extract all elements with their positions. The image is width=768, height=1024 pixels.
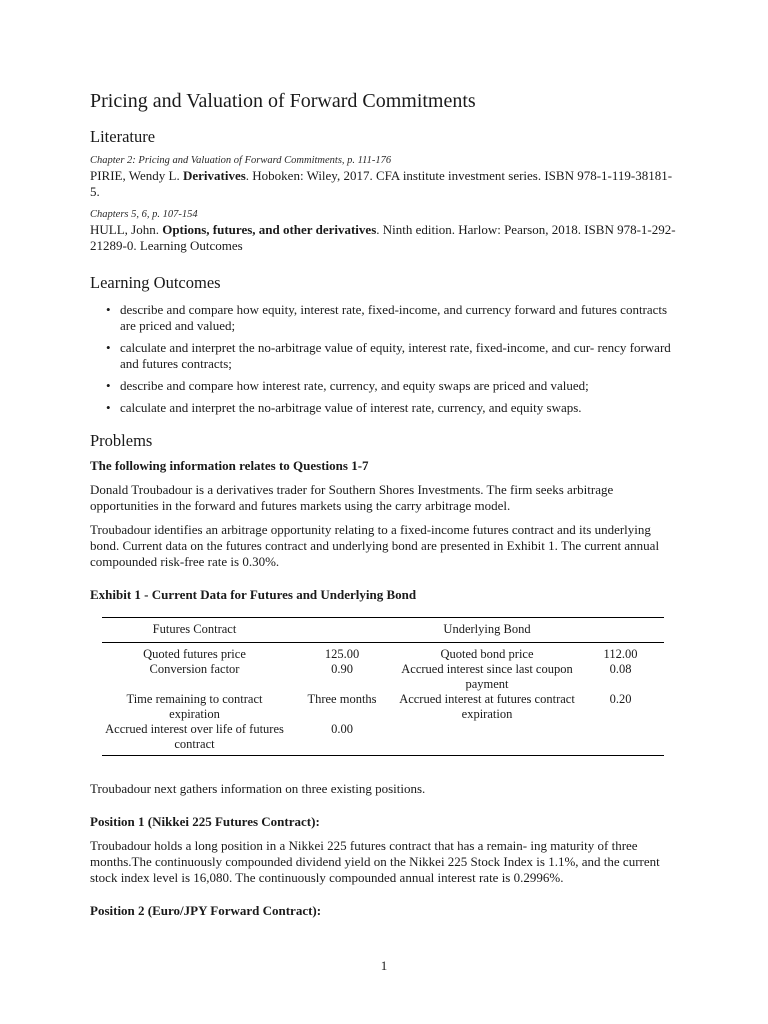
reference-2-details: . Ninth edition. Harlow: Pearson, 2018. ISBN 978-1-292-21289-0. Learning Outcomes <box>90 222 676 253</box>
list-item: • calculate and interpret the no-arbitrage value of interest rate, currency, and equity swaps. <box>120 400 680 416</box>
position-1-heading: Position 1 (Nikkei 225 Futures Contract): <box>90 814 320 829</box>
reference-2 <box>90 208 680 254</box>
futures-value-cell: 125.00 <box>324 647 360 661</box>
document-title: Pricing and Valuation of Forward Commitments <box>90 90 476 112</box>
learning-outcomes-list <box>90 302 680 416</box>
futures-contract-header: Futures Contract <box>102 618 287 643</box>
reference-2-author: HULL, John. <box>90 222 163 237</box>
problems-heading: Problems <box>90 431 153 450</box>
futures-label-cell: Accrued interest over life of futures contract <box>102 722 287 756</box>
reference-1 <box>90 154 680 200</box>
problems-subheading: The following information relates to Questions 1-7 <box>90 458 369 473</box>
reference-1-details: . Hoboken: Wiley, 2017. CFA institute investment series. ISBN 978-1-119-38181-5. <box>90 168 673 199</box>
problems-paragraph-2: Troubadour identifies an arbitrage opportunity relating to a fixed-income futures contract and its underlying bond. Current data on the futures contract and underlying bond are presented in Exhibit 1. The current annual compounded risk-free rate is 0.30%. <box>90 522 660 569</box>
position-2-heading: Position 2 (Euro/JPY Forward Contract): <box>90 903 322 918</box>
reference-1-note: Chapter 2: Pricing and Valuation of Forward Commitments, p. 111-176 <box>90 155 392 166</box>
futures-label-cell: Quoted futures price <box>143 647 246 661</box>
bond-value-cell: 112.00 <box>603 647 638 661</box>
table-header-row <box>102 618 664 643</box>
reference-2-title: Options, futures, and other derivatives <box>162 222 377 237</box>
list-item: • describe and compare how interest rate, currency, and equity swaps are priced and valued; <box>120 378 680 394</box>
document-page <box>90 88 680 919</box>
reference-1-author: PIRIE, Wendy L. <box>90 168 183 183</box>
table-row <box>102 722 664 756</box>
bond-label-cell: Accrued interest since last coupon payment <box>401 662 573 691</box>
literature-heading: Literature <box>90 127 156 146</box>
reference-1-title: Derivatives <box>182 168 246 183</box>
bond-value-cell: 0.08 <box>609 662 632 676</box>
futures-value-header <box>287 618 397 643</box>
position-1-text: Troubadour holds a long position in a Nikkei 225 futures contract that has a remain- ing maturity of three months.The continuously compounded dividend yield on the Nikkei 225 Stock Index is 1.1%, and the current stock index level is 16,080. The continuously compounded annual interest rate is 0.2996%. <box>90 838 660 885</box>
after-exhibit-text: Troubadour next gathers information on three existing positions. <box>90 781 426 796</box>
bond-value-cell <box>577 722 664 756</box>
list-item: • calculate and interpret the no-arbitrage value of equity, interest rate, fixed-income, and cur- rency forward and futures contracts; <box>120 340 680 372</box>
futures-label-cell: Conversion factor <box>149 662 240 676</box>
reference-2-note: Chapters 5, 6, p. 107-154 <box>90 209 198 220</box>
reference-1-citation <box>90 168 680 200</box>
futures-value-cell: 0.00 <box>287 722 397 756</box>
table-row <box>102 643 664 663</box>
bond-value-header <box>577 618 664 643</box>
bond-label-cell: Accrued interest at futures contract expiration <box>399 692 575 721</box>
underlying-bond-header: Underlying Bond <box>397 618 577 643</box>
bond-label-cell <box>397 722 577 756</box>
bond-label-cell: Quoted bond price <box>440 647 534 661</box>
reference-2-citation <box>90 222 680 254</box>
learning-outcomes-heading: Learning Outcomes <box>90 273 221 292</box>
futures-value-cell: 0.90 <box>331 662 353 676</box>
futures-value-cell: Three months <box>307 692 377 706</box>
page-number: 1 <box>380 958 388 973</box>
futures-label-cell: Time remaining to contract expiration <box>126 692 263 721</box>
bond-value-cell: 0.20 <box>609 692 632 706</box>
problems-paragraph-1: Donald Troubadour is a derivatives trader for Southern Shores Investments. The firm seeks arbitrage opportunities in the forward and futures markets using the carry arbitrage model. <box>90 482 614 513</box>
list-item: • describe and compare how equity, interest rate, fixed-income, and currency forward and futures contracts are priced and valued; <box>120 302 680 334</box>
exhibit-title: Exhibit 1 - Current Data for Futures and Underlying Bond <box>90 587 417 602</box>
table-row <box>102 692 664 722</box>
exhibit-table <box>102 617 664 756</box>
table-row <box>102 662 664 692</box>
